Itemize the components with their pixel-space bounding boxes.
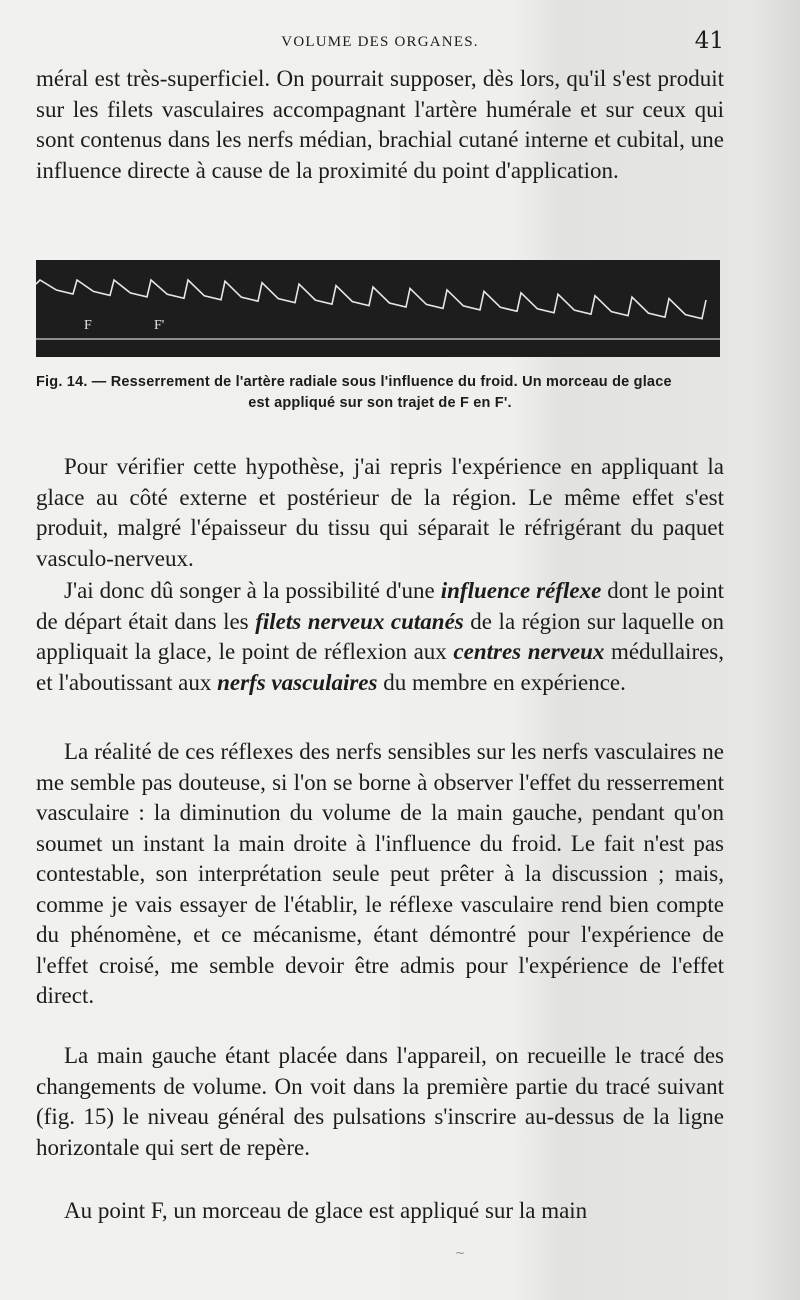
italic-filets-nerveux: filets nerveux cutanés <box>255 608 464 634</box>
marker-f-prime: F' <box>154 318 165 333</box>
italic-centres-nerveux: centres nerveux <box>453 639 605 664</box>
paragraph-realite: La réalité de ces réflexes des nerfs sensibles sur les nerfs vasculaires ne me semble pas douteuse, si l'on se borne à observer l'effet du resserrement vasculaire : la diminution du volume de la main gauche, pendant qu'on soumet un instant la main droite à l'influence du froid. Le fait n'est pas contestable, son interprétation seule peut prêter à la discussion ; mais, comme je vais essayer de l'établir, le réflexe vasculaire rend bien compte du phénomène, et ce mécanisme, étant démontré pour l'expérience de l'effet croisé, me semble devoir être admis pour l'expérience de l'effet direct. <box>36 739 724 1008</box>
caption-line-1: Resserrement de l'artère radiale sous l'influence du froid. Un morceau de glace <box>110 374 672 390</box>
pulse-trace-line <box>36 280 706 319</box>
paragraph-continued: méral est très-superficiel. On pourrait supposer, dès lors, qu'il s'est produit sur les filets vasculaires accompagnant l'artère humérale et sur ceux qui sont contenus dans les nerfs médian, brachial cutané interne et cubital, une influence directe à cause de la proximité du point d'application. <box>36 66 724 183</box>
italic-nerfs-vasculaires: nerfs vasculaires <box>217 669 378 695</box>
caption-line-2: est appliqué sur son trajet de F en F'. <box>248 395 512 411</box>
pulse-trace-graph <box>36 260 720 357</box>
print-mark: ~ <box>455 1246 466 1260</box>
paragraph-hypothesis: Pour vérifier cette hypothèse, j'ai repris l'expérience en appliquant la glace au côté externe et postérieur de la région. Le même effet s'est produit, malgré l'épaisseur du tissu qui séparait le réfrigérant du paquet vasculo-nerveux. <box>36 454 724 571</box>
marker-f: F <box>84 318 92 333</box>
paragraph-au-point-f: Au point F, un morceau de glace est appliqué sur la main <box>64 1198 588 1223</box>
caption-fig-label: Fig. 14. — <box>36 374 107 390</box>
paragraph-reflex: J'ai donc dû songer à la possibilité d'une influence réflexe dont le point de départ était dans les filets nerveux cutanés de la région sur laquelle on appliquait la glace, le point de réflexion aux centres nerveux médullaires, et l'aboutissant aux nerfs vasculaires du membre en expérience. <box>36 578 725 695</box>
figure-caption <box>36 372 724 414</box>
italic-influence-reflexe: influence réflexe <box>440 578 602 603</box>
running-title: VOLUME DES ORGANES. <box>281 34 479 50</box>
page-number: 41 <box>694 28 724 54</box>
pulse-trace-figure <box>36 260 720 357</box>
page-header <box>36 28 724 56</box>
paragraph-main-gauche: La main gauche étant placée dans l'appareil, on recueille le tracé des changements de volume. On voit dans la première partie du tracé suivant (fig. 15) le niveau général des pulsations s'inscrire au-dessus de la ligne horizontale qui sert de repère. <box>36 1043 724 1160</box>
